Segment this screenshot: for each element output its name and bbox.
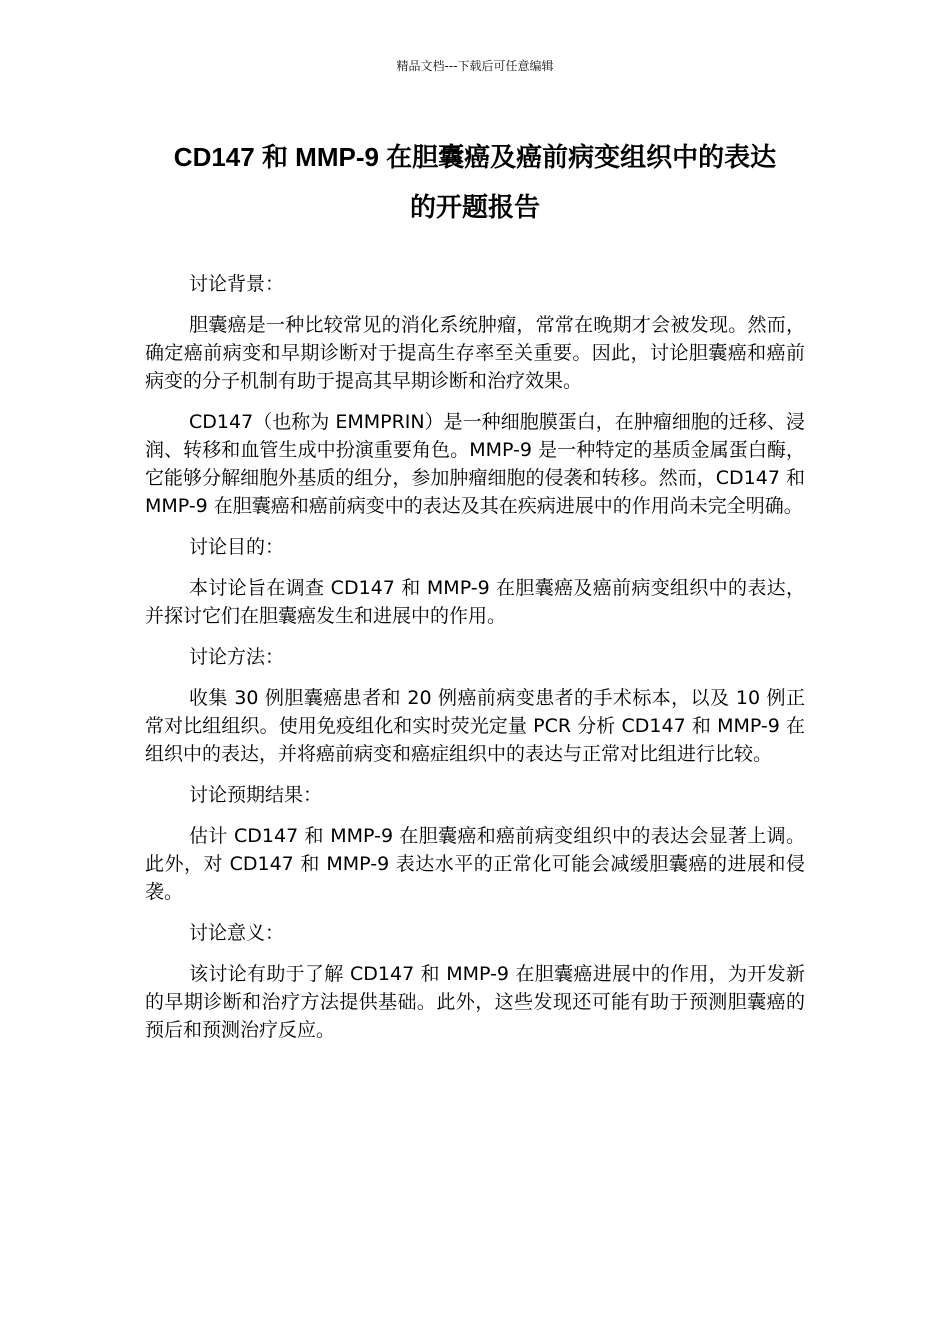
title-line-2: 的开题报告 — [409, 192, 540, 222]
section-heading-results: 讨论预期结果： — [189, 784, 323, 806]
page-header: 精品文档---下载后可任意编辑 — [396, 59, 554, 73]
section-heading-purpose: 讨论目的： — [189, 536, 285, 558]
paragraph-background-2: CD147（也称为 EMMPRIN）是一种细胞膜蛋白，在肿瘤细胞的迁移、浸润、转移和血管生成中扮演重要角色。MMP-9 是一种特定的基质金属蛋白酶，它能够分解细胞外基质的组分，参加肿瘤细胞的侵袭和转移。然而，CD147 和 MMP-9 在胆囊癌和癌前病变中的表达及其在疾病进展中的作用尚未完全明确。 — [145, 411, 805, 517]
paragraph-results: 估计 CD147 和 MMP-9 在胆囊癌和癌前病变组织中的表达会显著上调。此外，对 CD147 和 MMP-9 表达水平的正常化可能会减缓胆囊癌的进展和侵袭。 — [145, 825, 805, 903]
section-heading-significance: 讨论意义： — [189, 922, 285, 944]
paragraph-purpose: 本讨论旨在调查 CD147 和 MMP-9 在胆囊癌及癌前病变组织中的表达，并探讨它们在胆囊癌发生和进展中的作用。 — [145, 577, 805, 627]
document-title — [100, 132, 850, 232]
section-heading-background: 讨论背景： — [189, 273, 285, 295]
paragraph-background-1: 胆囊癌是一种比较常见的消化系统肿瘤，常常在晚期才会被发现。然而，确定癌前病变和早期诊断对于提高生存率至关重要。因此，讨论胆囊癌和癌前病变的分子机制有助于提高其早期诊断和治疗效果。 — [145, 314, 805, 392]
paragraph-methods: 收集 30 例胆囊癌患者和 20 例癌前病变患者的手术标本，以及 10 例正常对比组组织。使用免疫组化和实时荧光定量 PCR 分析 CD147 和 MMP-9 在组织中的表达，并将癌前病变和癌症组织中的表达与正常对比组进行比较。 — [145, 687, 805, 765]
title-line-1: CD147 和 MMP-9 在胆囊癌及癌前病变组织中的表达 — [173, 142, 777, 172]
section-heading-methods: 讨论方法： — [189, 646, 285, 668]
paragraph-significance: 该讨论有助于了解 CD147 和 MMP-9 在胆囊癌进展中的作用，为开发新的早期诊断和治疗方法提供基础。此外，这些发现还可能有助于预测胆囊癌的预后和预测治疗反应。 — [145, 963, 805, 1041]
document-body — [145, 270, 805, 1057]
